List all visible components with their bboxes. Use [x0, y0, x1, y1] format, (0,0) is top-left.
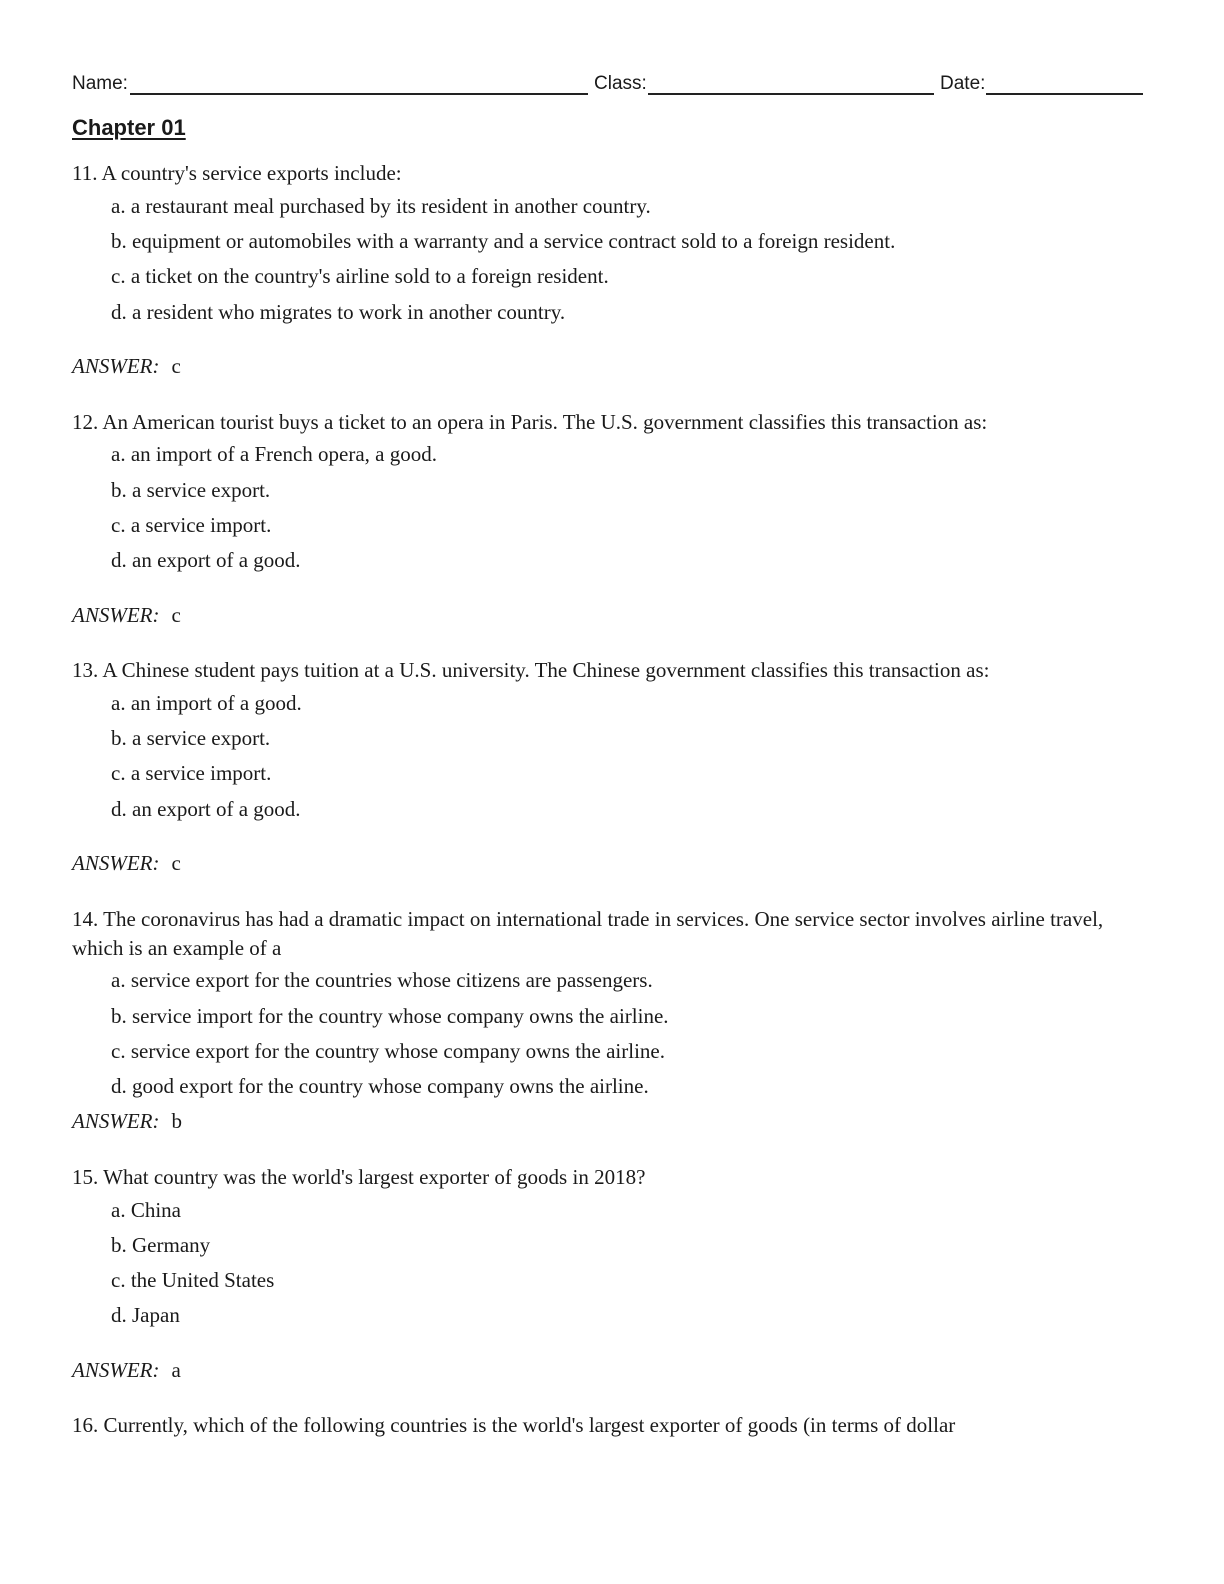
- answer-label: ANSWER:: [72, 603, 160, 627]
- header-row: [72, 70, 1143, 98]
- question-14-option-c: c. service export for the country whose company owns the airline.: [111, 1039, 665, 1063]
- answer-label: ANSWER:: [72, 354, 160, 378]
- date-label: Date:: [940, 73, 986, 94]
- answer-value: a: [171, 1358, 181, 1382]
- question-11-option-b: b. equipment or automobiles with a warranty and a service contract sold to a foreign resident.: [111, 229, 896, 253]
- question-16: 16. Currently, which of the following countries is the world's largest exporter of goods (in terms of dollar: [72, 1413, 956, 1437]
- question-11-option-d: d. a resident who migrates to work in another country.: [111, 300, 566, 324]
- question-14: 14. The coronavirus has had a dramatic impact on international trade in services. One service sector involves airline travel, which is an example of a: [72, 907, 1104, 960]
- question-13-option-b: b. a service export.: [111, 726, 271, 750]
- question-15-option-d: d. Japan: [111, 1303, 180, 1327]
- question-11-answer: [72, 352, 181, 381]
- question-15-option-c: c. the United States: [111, 1268, 275, 1292]
- name-field[interactable]: [130, 93, 588, 95]
- question-15: 15. What country was the world's largest exporter of goods in 2018?: [72, 1165, 646, 1189]
- answer-value: c: [171, 603, 181, 627]
- question-12-option-a: a. an import of a French opera, a good.: [111, 442, 437, 466]
- question-11: 11. A country's service exports include:: [72, 161, 402, 185]
- question-12-option-b: b. a service export.: [111, 478, 271, 502]
- question-15-option-b: b. Germany: [111, 1233, 211, 1257]
- name-label: Name:: [72, 73, 128, 94]
- date-field[interactable]: [986, 93, 1143, 95]
- question-13-option-d: d. an export of a good.: [111, 797, 301, 821]
- question-12-option-c: c. a service import.: [111, 513, 272, 537]
- answer-label: ANSWER:: [72, 1109, 160, 1133]
- answer-value: c: [171, 354, 181, 378]
- question-12: 12. An American tourist buys a ticket to an opera in Paris. The U.S. government classifies this transaction as:: [72, 410, 988, 434]
- question-13-option-a: a. an import of a good.: [111, 691, 302, 715]
- question-13: 13. A Chinese student pays tuition at a U.S. university. The Chinese government classifies this transaction as:: [72, 658, 990, 682]
- question-14-option-d: d. good export for the country whose company owns the airline.: [111, 1074, 649, 1098]
- question-14-option-a: a. service export for the countries whose citizens are passengers.: [111, 968, 653, 992]
- question-11-option-a: a. a restaurant meal purchased by its resident in another country.: [111, 194, 651, 218]
- question-14-option-b: b. service import for the country whose company owns the airline.: [111, 1004, 669, 1028]
- question-12-option-d: d. an export of a good.: [111, 548, 301, 572]
- chapter-title: Chapter 01: [72, 115, 186, 140]
- question-13-answer: [72, 849, 181, 878]
- question-13-option-c: c. a service import.: [111, 761, 272, 785]
- answer-label: ANSWER:: [72, 1358, 160, 1382]
- question-14-answer: [72, 1107, 182, 1136]
- question-11-option-c: c. a ticket on the country's airline sold to a foreign resident.: [111, 264, 609, 288]
- answer-label: ANSWER:: [72, 851, 160, 875]
- class-label: Class:: [594, 73, 647, 94]
- answer-value: b: [171, 1109, 182, 1133]
- class-field[interactable]: [648, 93, 934, 95]
- answer-value: c: [171, 851, 181, 875]
- question-12-answer: [72, 601, 181, 630]
- question-15-answer: [72, 1356, 181, 1385]
- question-15-option-a: a. China: [111, 1198, 181, 1222]
